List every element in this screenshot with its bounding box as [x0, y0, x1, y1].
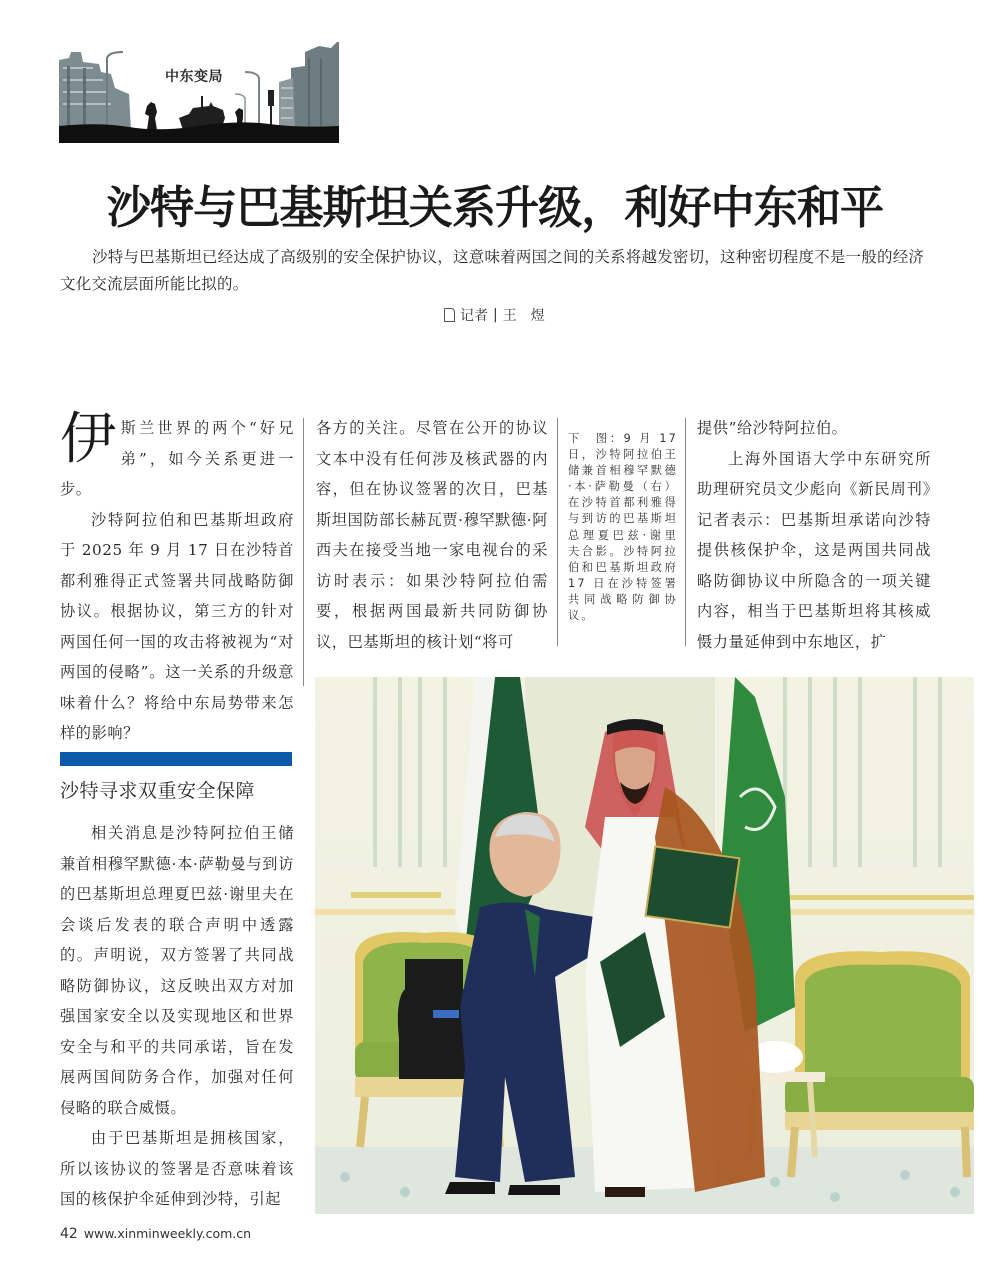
pen-icon: [444, 308, 455, 322]
byline: [444, 305, 545, 325]
paragraph: 由于巴基斯坦是拥核国家，所以该协议的签署是否意味着该国的核保护伞延伸到沙特，引起: [60, 1129, 294, 1208]
byline-separator: |: [493, 307, 498, 323]
column-divider: [685, 418, 686, 646]
article-column-1: [60, 407, 294, 749]
section-heading-bar: [60, 752, 292, 766]
signing-ceremony-photo: [315, 677, 974, 1214]
byline-role: 记者: [460, 308, 488, 324]
paragraph: 相关消息是沙特阿拉伯王储兼首相穆罕默德·本·萨勒曼与到访的巴基斯坦总理夏巴兹·谢里夫在会谈后发表的联合声明中透露的。声明说，双方签署了共同战略防御协议，这反映出双方对加强国家安全以及实现地区和世界安全与和平的共同承诺，旨在发展两国间防务合作，加强对任何侵略的联合威慑。: [60, 824, 294, 1117]
byline-name: 王 煜: [502, 308, 545, 324]
photo-caption: 下 图：9 月 17 日，沙特阿拉伯王储兼首相穆罕默德·本·萨勒曼（右）在沙特首都利雅得与到访的巴基斯坦总理夏巴兹·谢里夫合影。沙特阿拉伯和巴基斯坦政府 17 日在沙特签署共同战略防御协议。: [568, 432, 678, 623]
agreement-folder: [646, 846, 740, 927]
page-footer: [60, 1226, 251, 1242]
gold-molding: [351, 892, 441, 898]
article-column-4: [697, 413, 931, 657]
paragraph: 沙特阿拉伯和巴基斯坦政府于 2025 年 9 月 17 日在沙特首都利雅得正式签署共同战略防御协议。根据协议，第三方的针对两国任何一国的攻击将被视为“对两国的侵略”。这一关系的升级意味着什么？将给中东局势带来怎样的影响？: [60, 510, 294, 742]
article-headline: 沙特与巴基斯坦关系升级，利好中东和平: [106, 181, 884, 234]
article-column-2: [316, 413, 548, 657]
paragraph: 提供”给沙特阿拉伯。: [697, 419, 848, 437]
section-banner: [59, 38, 339, 143]
paragraph: 上海外国语大学中东研究所助理研究员文少彪向《新民周刊》记者表示：巴基斯坦承诺向沙特提供核保护伞，这是两国共同战略防御协议中所隐含的一项关键内容，相当于巴基斯坦将其核威慑力量延伸到中东地区，扩: [697, 449, 931, 651]
photo-illustration: [315, 677, 974, 1214]
war-silhouette-icon: [59, 38, 339, 143]
section-heading: 沙特寻求双重安全保障: [60, 780, 256, 802]
paragraph: 斯兰世界的两个“好兄弟”，如今关系更进一步。: [60, 419, 294, 498]
column-divider: [303, 418, 304, 686]
article-column-1-continued: [60, 818, 294, 1215]
paragraph: 各方的关注。尽管在公开的协议文本中没有任何涉及核武器的内容，但在协议签署的次日，巴基斯坦国防部长赫瓦贾·穆罕默德·阿西夫在接受当地一家电视台的采访时表示：如果沙特阿拉伯需要，根据两国最新共同防御协议，巴基斯坦的核计划“将可: [316, 419, 548, 651]
article-lead: 沙特与巴基斯坦已经达成了高级别的安全保护协议，这意味着两国之间的关系将越发密切，这种密切程度不是一般的经济文化交流层面所能比拟的。: [60, 248, 925, 293]
page-number: 42: [60, 1226, 78, 1242]
footer-url[interactable]: www.xinminweekly.com.cn: [83, 1226, 252, 1241]
banner-label: 中东变局: [165, 69, 223, 85]
drop-cap: 伊: [60, 407, 117, 472]
column-divider: [557, 418, 558, 646]
